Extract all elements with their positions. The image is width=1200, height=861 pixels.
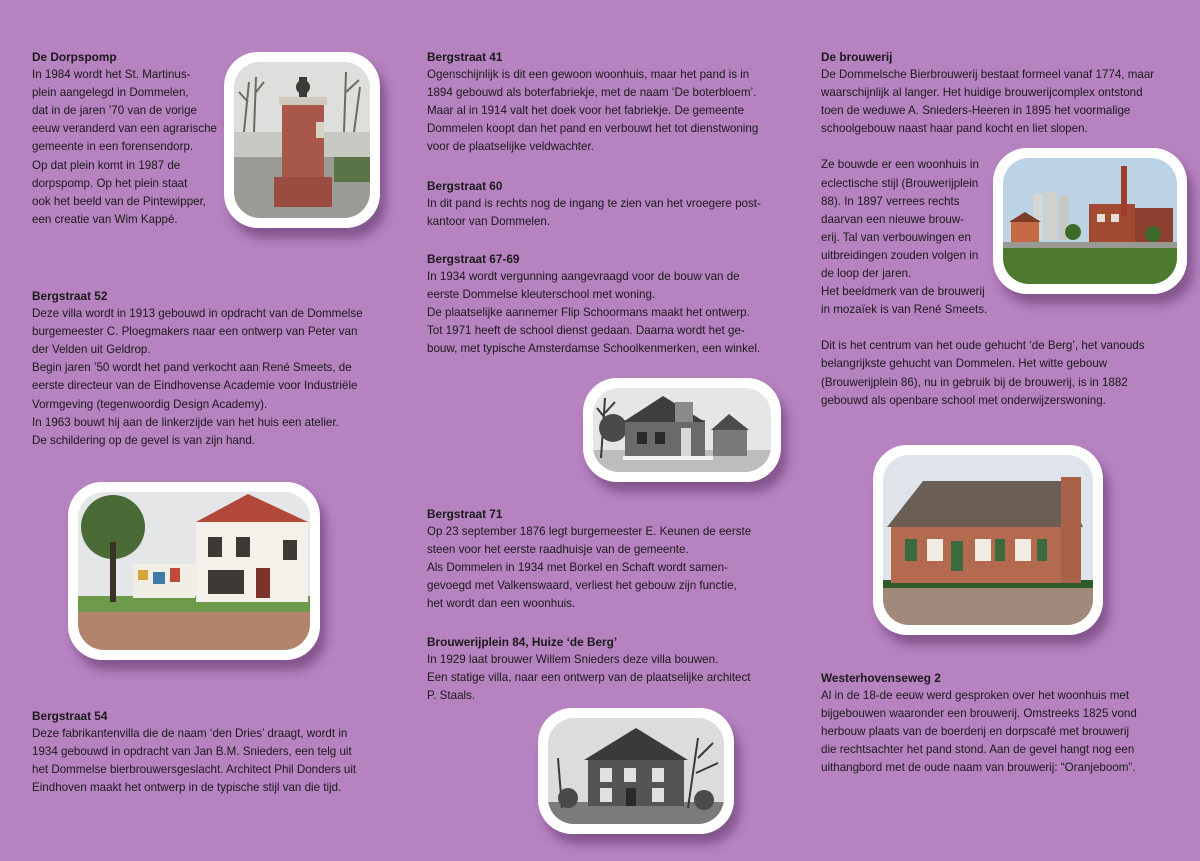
text-line: steen voor het eerste raadhuisje van de gemeente. <box>427 543 689 557</box>
text-line: kantoor van Dommelen. <box>427 215 551 229</box>
text-line: Ogenschijnlijk is dit een gewoon woonhuis, maar het pand is in <box>427 68 750 82</box>
section-bergstraat-54 <box>32 707 402 797</box>
text-line: eeuw veranderd van een agrarische <box>32 122 217 136</box>
text-line: waarschijnlijk al langer. Het huidige brouwerijcomplex ontstond <box>821 86 1143 100</box>
section-brouwerijplein-84 <box>427 633 797 705</box>
text-line: bouw, met typische Amsterdamse Schoolkenmerken, een winkel. <box>427 342 761 356</box>
text-line: (Brouwerijplein 86), nu in gebruik bij de brouwerij, is in 1882 <box>821 375 1128 389</box>
text-line: 1894 gebouwd als boterfabriekje, met de naam ‘De boterbloem’. <box>427 86 757 100</box>
section-bergstraat-71 <box>427 505 797 614</box>
text-line: Deze villa wordt in 1913 gebouwd in opdracht van de Dommelse <box>32 307 363 321</box>
text-line: herbouw plaats van de boerderij en dorpscafé met brouwerij <box>821 725 1130 739</box>
text-line: plein aangelegd in Dommelen, <box>32 86 189 100</box>
section-body <box>32 305 402 450</box>
section-title: Bergstraat 67-69 <box>427 252 520 266</box>
section-body <box>427 651 797 705</box>
text-line: De Dommelsche Bierbrouwerij bestaat formeel vanaf 1774, maar <box>821 68 1155 82</box>
text-line: De plaatselijke aannemer Flip Schoormans maakt het ontwerp. <box>427 306 750 320</box>
text-line: der Velden uit Geldrop. <box>32 343 151 357</box>
text-line: Op dat plein komt in 1987 de <box>32 158 181 172</box>
text-line: Deze fabrikantenvilla die de naam ‘den Dries’ draagt, wordt in <box>32 727 348 741</box>
text-line: In 1984 wordt het St. Martinus- <box>32 68 191 82</box>
section-title: Brouwerijplein 84, Huize ‘de Berg’ <box>427 635 618 649</box>
bergstraat-52-photo <box>68 482 320 660</box>
text-line: het Dommelse bierbrouwersgeslacht. Architect Phil Donders uit <box>32 763 357 777</box>
text-line: Op 23 september 1876 legt burgemeester E. Keunen de eerste <box>427 525 752 539</box>
bergstraat-67-69-photo <box>583 378 781 482</box>
dorpspomp-photo <box>224 52 380 228</box>
section-dorpspomp <box>32 48 247 229</box>
text-line: gemeente in een forensendorp. <box>32 140 194 154</box>
section-body <box>427 268 797 358</box>
text-line: Al in de 18-de eeuw werd gesproken over het woonhuis met <box>821 689 1130 703</box>
text-line: Een statige villa, naar een ontwerp van de plaatselijke architect <box>427 671 751 685</box>
text-line: die rechtsachter het pand stond. Aan de gevel hangt nog een <box>821 743 1135 757</box>
section-title: Bergstraat 71 <box>427 507 503 521</box>
section-body <box>427 523 797 613</box>
text-line: toen de weduwe A. Snieders-Heeren in 1895 het voormalige <box>821 104 1131 118</box>
text-line: Eindhoven maakt het ontwerp in de typische stijl van die tijd. <box>32 781 342 795</box>
text-line: eerste Dommelse kleuterschool met woning. <box>427 288 656 302</box>
text-line: 1934 gebouwd in opdracht van Jan B.M. Snieders, een telg uit <box>32 745 352 759</box>
text-line: belangrijkste gehucht van Dommelen. Het witte gebouw <box>821 357 1108 371</box>
text-line: Dommelen koopt dan het pand en verbouwt het tot dienstwoning <box>427 122 759 136</box>
section-title: Bergstraat 41 <box>427 50 503 64</box>
section-title: De brouwerij <box>821 50 893 64</box>
text-line: ook het beeld van de Pintewipper, <box>32 194 207 208</box>
section-bergstraat-52 <box>32 287 402 450</box>
section-title: Bergstraat 52 <box>32 289 108 303</box>
text-line: Het beeldmerk van de brouwerij <box>821 285 985 299</box>
section-body <box>427 195 797 231</box>
section-body <box>821 687 1181 777</box>
text-line: een creatie van Wim Kappé. <box>32 212 178 226</box>
section-bergstraat-41 <box>427 48 797 157</box>
text-line: Ze bouwde er een woonhuis in <box>821 158 979 172</box>
section-body <box>427 66 797 156</box>
brouwerijplein-84-photo <box>538 708 734 834</box>
section-title: Westerhovenseweg 2 <box>821 671 941 685</box>
text-line: het wordt dan een woonhuis. <box>427 597 576 611</box>
text-line: dat in de jaren ’70 van de vorige <box>32 104 198 118</box>
section-body <box>32 66 247 229</box>
section-bergstraat-60 <box>427 177 797 231</box>
text-line: Tot 1971 heeft de school dienst gedaan. Daarna wordt het ge- <box>427 324 745 338</box>
section-bergstraat-67-69 <box>427 250 797 359</box>
text-line: De schildering op de gevel is van zijn hand. <box>32 433 255 447</box>
text-line: eclectische stijl (Brouwerijplein <box>821 176 979 190</box>
text-line: dorpspomp. Op het plein staat <box>32 176 188 190</box>
section-title: Bergstraat 54 <box>32 709 108 723</box>
text-line: uithangbord met de oude naam van brouwerij: “Oranjeboom”. <box>821 761 1136 775</box>
text-line: In 1934 wordt vergunning aangevraagd voor de bouw van de <box>427 270 740 284</box>
section-title: De Dorpspomp <box>32 50 117 64</box>
text-line: Vormgeving (tegenwoordig Design Academy). <box>32 397 268 411</box>
text-line: In dit pand is rechts nog de ingang te zien van het vroegere post- <box>427 197 761 211</box>
text-line: Begin jaren ’50 wordt het pand verkocht aan René Smeets, de <box>32 361 352 375</box>
text-line: 88). In 1897 verrees rechts <box>821 194 960 208</box>
text-line: In 1963 bouwt hij aan de linkerzijde van het huis een atelier. <box>32 415 339 429</box>
text-line: voor de plaatselijke veldwachter. <box>427 140 594 154</box>
westerhovenseweg-2-photo <box>873 445 1103 635</box>
text-line: In 1929 laat brouwer Willem Snieders deze villa bouwen. <box>427 653 719 667</box>
text-line: Dit is het centrum van het oude gehucht ‘de Berg’, het vanouds <box>821 339 1145 353</box>
text-line: burgemeester C. Ploegmakers naar een ontwerp van Peter van <box>32 325 358 339</box>
text-line: bijgebouwen waaronder een brouwerij. Omstreeks 1825 vond <box>821 707 1137 721</box>
text-line: Als Dommelen in 1934 met Borkel en Schaft wordt samen- <box>427 561 728 575</box>
text-line: gevoegd met Valkenswaard, verliest het gebouw zijn functie, <box>427 579 737 593</box>
text-line: gebouwd als openbare school met onderwijzerswoning. <box>821 393 1106 407</box>
text-line: Maar al in 1914 valt het doek voor het fabriekje. De gemeente <box>427 104 745 118</box>
section-body <box>821 66 1181 138</box>
text-line: uitbreidingen zouden volgen in <box>821 248 979 262</box>
section-title: Bergstraat 60 <box>427 179 503 193</box>
text-line: in mozaïek is van René Smeets. <box>821 303 988 317</box>
section-westerhovenseweg-2 <box>821 669 1181 778</box>
text-line: daarvan een nieuwe brouw- <box>821 212 965 226</box>
text-line: P. Staals. <box>427 689 476 703</box>
text-line: erij. Tal van verbouwingen en <box>821 230 971 244</box>
section-body <box>32 725 402 797</box>
section-body <box>821 337 1181 409</box>
text-line: schoolgebouw naast haar pand kocht en liet slopen. <box>821 122 1088 136</box>
brouwerij-photo <box>993 148 1187 294</box>
text-line: de loop der jaren. <box>821 267 912 281</box>
text-line: eerste directeur van de Eindhovense Academie voor Industriële <box>32 379 358 393</box>
